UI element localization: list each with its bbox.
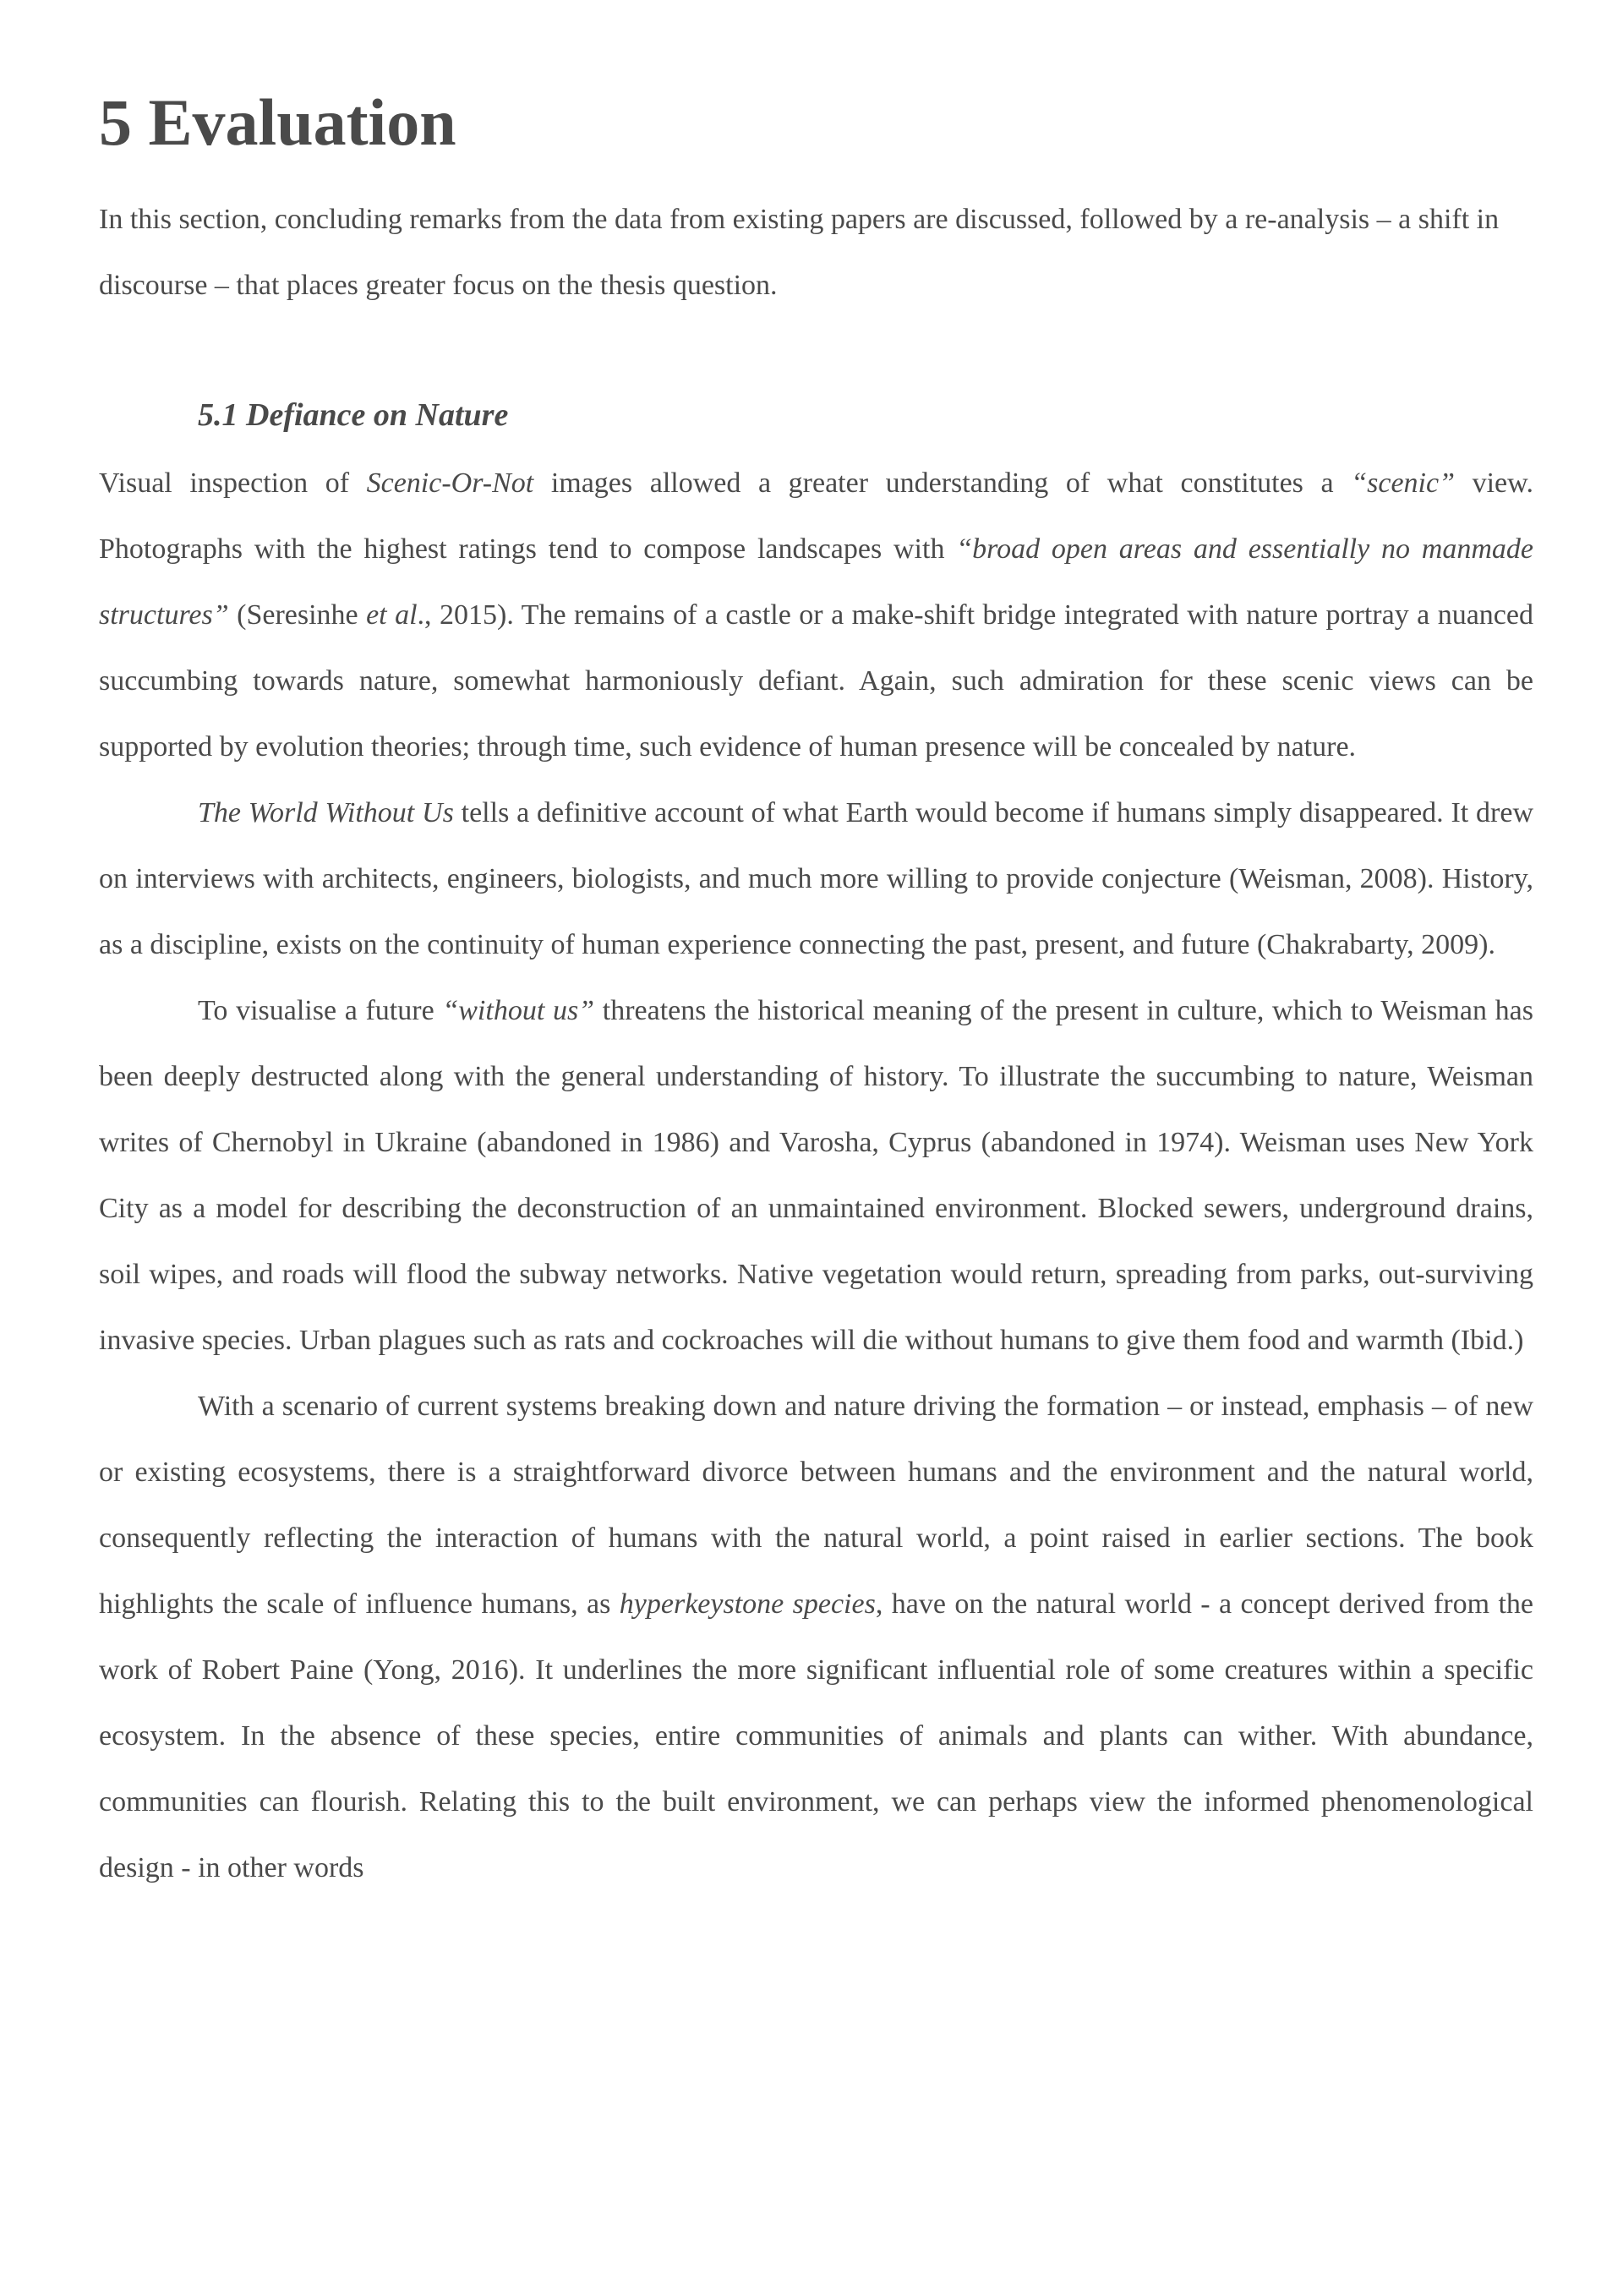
text-span: (Seresinhe <box>228 599 367 631</box>
italic-quote: “broad open areas and essentially no manmade structures” <box>99 533 1533 631</box>
text-span: tells a definitive account of what Earth would become if humans simply disappeared. It drew on interviews with architects, engineers, biologists, and much more willing to provide conjecture (Weisman, 2008). History, as a discipline, exists on the continuity of human experience connecting the past, present, and future (Chakrabarty, 2009). <box>99 797 1533 960</box>
text-span: , have on the natural world - a concept derived from the work of Robert Paine (Yong, 2016). It underlines the more significant influential role of some creatures within a specific ecosystem. In the absence of these species, entire communities of animals and plants can wither. With abundance, communities can flourish. Relating this to the built environment, we can perhaps view the informed phenomenological design - in other words <box>99 1588 1533 1883</box>
italic-book-title: The World Without Us <box>198 797 454 828</box>
section-heading: 5 Evaluation <box>99 85 456 159</box>
text-span: view. Photographs with the highest ratings tend to compose landscapes with <box>99 467 1533 565</box>
paragraph-2 <box>99 780 1533 978</box>
text-span: With a scenario of current systems breaking down and nature driving the formation – or instead, emphasis – of new or existing ecosystems, there is a straightforward divorce between humans and the environment and the natural world, consequently reflecting the interaction of humans with the natural world, a point raised in earlier sections. The book highlights the scale of influence humans, as <box>99 1391 1533 1620</box>
text-span: ., 2015). The remains of a castle or a make-shift bridge integrated with nature portray a nuanced succumbing towards nature, somewhat harmoniously defiant. Again, such admiration for these scenic views can be supported by evolution theories; through time, such evidence of human presence will be concealed by nature. <box>99 599 1533 763</box>
subsection-heading: 5.1 Defiance on Nature <box>198 397 509 433</box>
italic-quote: “without us” <box>442 995 595 1026</box>
section-intro <box>99 187 1533 319</box>
paragraph-4 <box>99 1374 1533 1901</box>
subsection-body <box>99 451 1533 1901</box>
text-span: images allowed a greater understanding of what constitutes a <box>533 467 1352 499</box>
paragraph-3 <box>99 978 1533 1374</box>
italic-term: et al <box>366 599 418 631</box>
italic-term: hyperkeystone species <box>619 1588 876 1620</box>
italic-term: Scenic-Or-Not <box>366 467 534 499</box>
italic-quote: “scenic” <box>1351 467 1455 499</box>
text-span: To visualise a future <box>198 995 443 1026</box>
paragraph-1 <box>99 451 1533 780</box>
text-span: threatens the historical meaning of the present in culture, which to Weisman has been deeply destructed along with the general understanding of history. To illustrate the succumbing to nature, Weisman writes of Chernobyl in Ukraine (abandoned in 1986) and Varosha, Cyprus (abandoned in 1974). Weisman uses New York City as a model for describing the deconstruction of an unmaintained environment. Blocked sewers, underground drains, soil wipes, and roads will flood the subway networks. Native vegetation would return, spreading from parks, out-surviving invasive species. Urban plagues such as rats and cockroaches will die without humans to give them food and warmth (Ibid.) <box>99 995 1533 1356</box>
intro-paragraph: In this section, concluding remarks from the data from existing papers are discussed, followed by a re-analysis – a shift in discourse – that places greater focus on the thesis question. <box>99 204 1500 301</box>
text-span: Visual inspection of <box>99 467 367 499</box>
